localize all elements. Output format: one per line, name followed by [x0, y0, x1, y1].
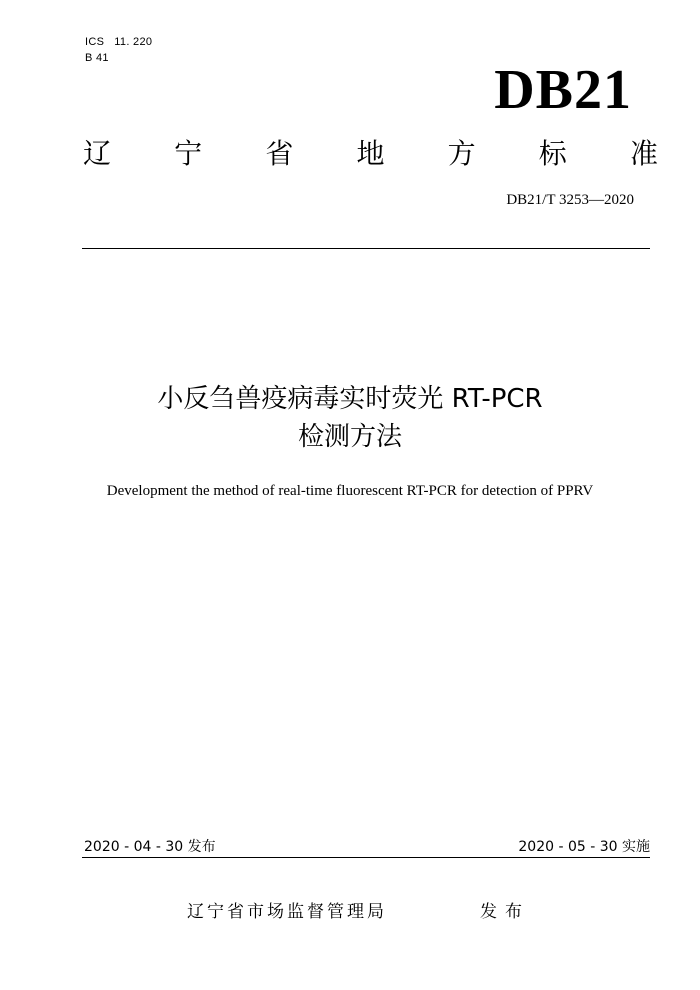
chinese-title-line-1: 小反刍兽疫病毒实时荧光 RT-PCR — [157, 384, 543, 414]
standard-type-char: 宁 — [174, 137, 203, 170]
header-divider — [82, 248, 650, 249]
issue-date: 2020 - 04 - 30 发布 — [84, 839, 216, 855]
standard-type-char: 辽 — [83, 137, 112, 170]
standard-type-char: 方 — [447, 137, 476, 170]
standard-type-char: 省 — [265, 137, 294, 170]
ics-code: ICS 11. 220 — [85, 36, 153, 48]
issuing-action: 发布 — [480, 902, 530, 922]
classification-codes — [85, 34, 152, 66]
standard-type-char: 准 — [629, 137, 658, 170]
english-title: Development the method of real-time fluorescent RT-PCR for detection of PPRV — [106, 483, 594, 499]
standard-number: DB21/T 3253—2020 — [506, 192, 634, 208]
chinese-title — [0, 380, 700, 456]
standard-type-heading — [83, 136, 658, 172]
db-code-logo: DB21 — [494, 59, 632, 121]
standard-type-char: 标 — [538, 137, 567, 170]
standard-type-char: 地 — [356, 137, 385, 170]
footer-divider — [82, 857, 650, 858]
implementation-date: 2020 - 05 - 30 实施 — [518, 839, 650, 855]
issuing-authority: 辽宁省市场监督管理局 — [187, 902, 387, 922]
ccs-code: B 41 — [85, 52, 109, 64]
chinese-title-line-2: 检测方法 — [297, 422, 402, 452]
